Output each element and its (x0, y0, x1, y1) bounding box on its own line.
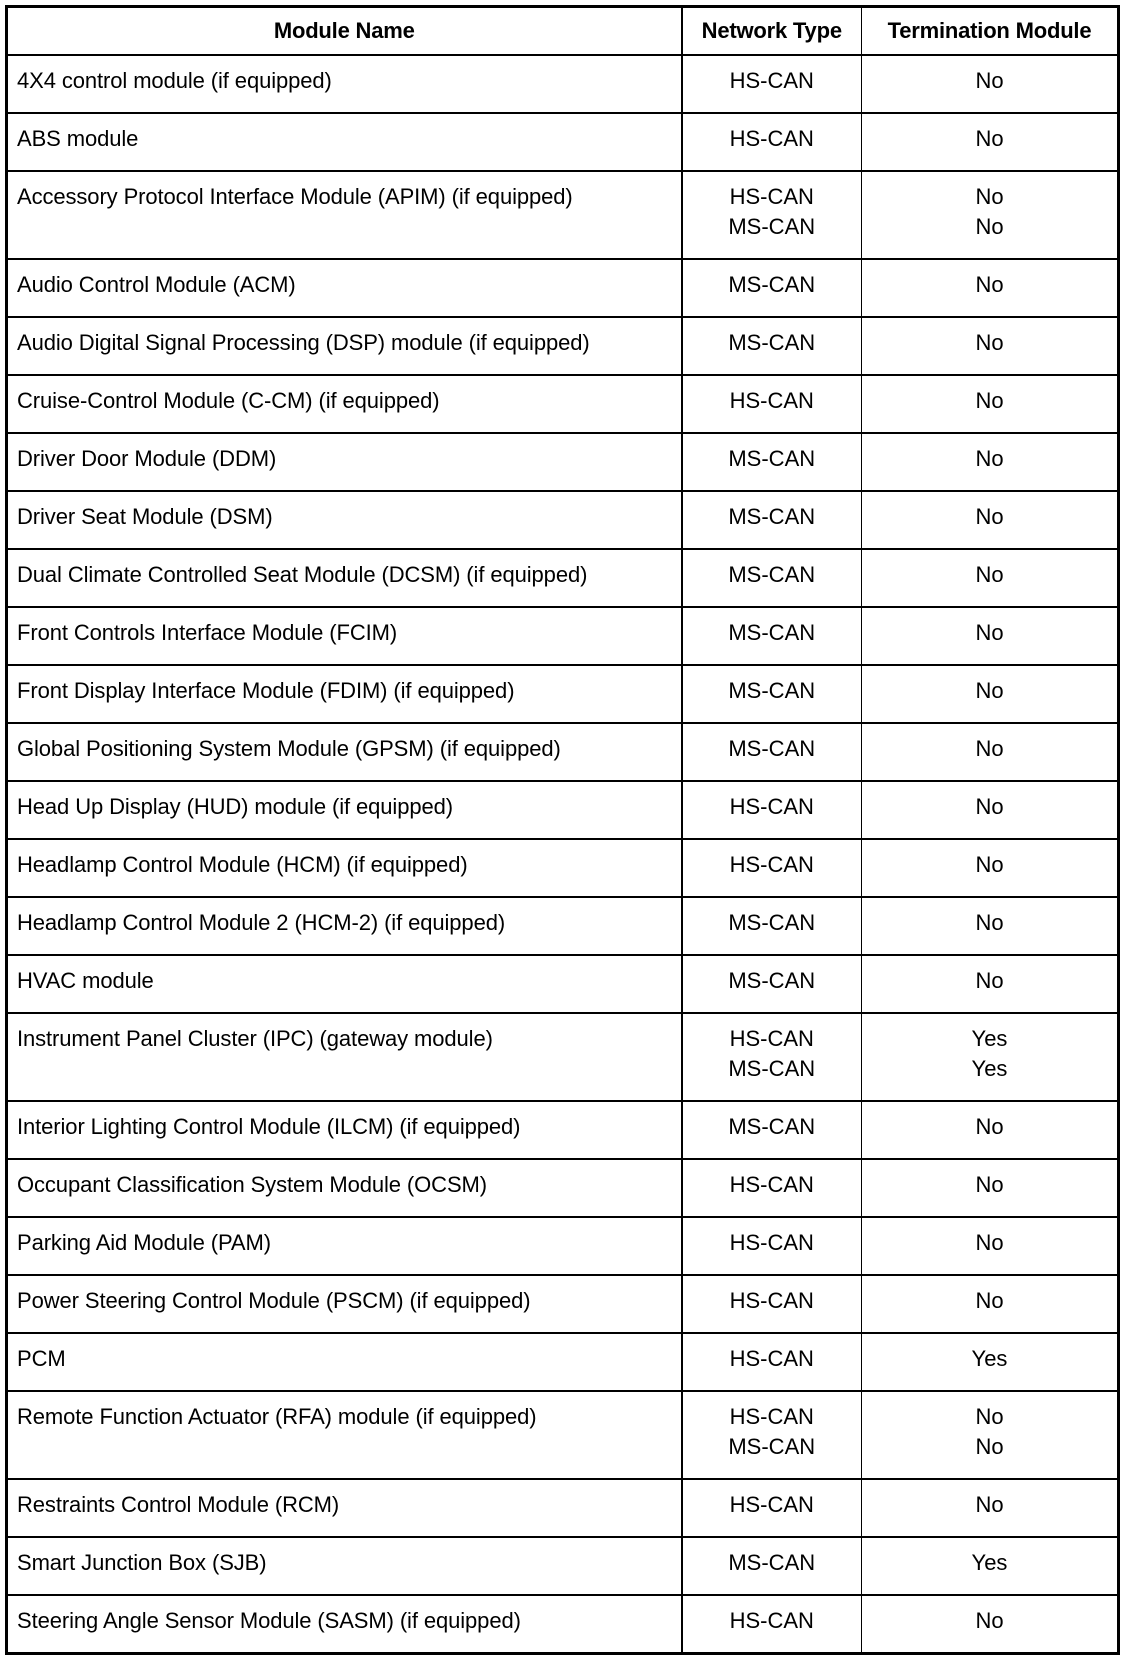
network-type-cell (682, 1159, 862, 1217)
table-row (7, 839, 1119, 897)
header-termination-module: Termination Module (862, 7, 1119, 56)
termination-value: Yes (971, 1056, 1008, 1081)
network-type-cell (682, 433, 862, 491)
termination-module-cell (862, 1217, 1119, 1275)
termination-module-cell (862, 549, 1119, 607)
network-type-cell (682, 375, 862, 433)
module-name-cell: Cruise-Control Module (C-CM) (if equipped) (7, 375, 682, 433)
module-name-cell: Parking Aid Module (PAM) (7, 1217, 682, 1275)
table-row (7, 1013, 1119, 1101)
network-type-cell (682, 1217, 862, 1275)
module-name-cell: Driver Seat Module (DSM) (7, 491, 682, 549)
termination-value: No (975, 968, 1004, 993)
table-row (7, 491, 1119, 549)
termination-value: No (975, 620, 1004, 645)
module-name-cell: Audio Digital Signal Processing (DSP) module (if equipped) (7, 317, 682, 375)
table-row (7, 955, 1119, 1013)
table-body (7, 55, 1119, 1654)
termination-module-cell (862, 171, 1119, 259)
table-row (7, 55, 1119, 113)
module-name-cell: Front Controls Interface Module (FCIM) (7, 607, 682, 665)
termination-module-cell (862, 491, 1119, 549)
termination-module-cell (862, 897, 1119, 955)
table-row (7, 1275, 1119, 1333)
termination-module-cell (862, 1013, 1119, 1101)
termination-module-cell (862, 723, 1119, 781)
termination-module-cell (862, 1595, 1119, 1654)
termination-module-cell (862, 607, 1119, 665)
network-type-value: HS-CAN (729, 68, 814, 93)
network-type-value: MS-CAN (728, 1114, 816, 1139)
network-type-cell (682, 839, 862, 897)
termination-module-cell (862, 1537, 1119, 1595)
termination-value: Yes (971, 1346, 1008, 1371)
table-row (7, 897, 1119, 955)
module-name-cell: Headlamp Control Module 2 (HCM-2) (if equipped) (7, 897, 682, 955)
network-type-value: MS-CAN (728, 330, 816, 355)
termination-module-cell (862, 1333, 1119, 1391)
network-type-value: HS-CAN (729, 852, 814, 877)
header-module-name: Module Name (7, 7, 682, 56)
network-type-cell (682, 1595, 862, 1654)
module-network-table (5, 5, 1120, 1655)
table-row (7, 433, 1119, 491)
module-name-cell: 4X4 control module (if equipped) (7, 55, 682, 113)
network-type-cell (682, 55, 862, 113)
network-type-value: HS-CAN (729, 1230, 814, 1255)
table-row (7, 1217, 1119, 1275)
module-name-cell: Power Steering Control Module (PSCM) (if equipped) (7, 1275, 682, 1333)
network-type-cell (682, 1101, 862, 1159)
network-type-value: MS-CAN (728, 968, 816, 993)
network-type-cell (682, 1333, 862, 1391)
termination-value: Yes (971, 1550, 1008, 1575)
network-type-value: HS-CAN (729, 1608, 814, 1633)
termination-value: No (975, 562, 1004, 587)
network-type-value: HS-CAN (729, 1404, 814, 1429)
network-type-cell (682, 723, 862, 781)
module-name-cell: Global Positioning System Module (GPSM) (if equipped) (7, 723, 682, 781)
table-row (7, 375, 1119, 433)
termination-value: No (975, 68, 1004, 93)
table-row (7, 723, 1119, 781)
termination-value: No (975, 126, 1004, 151)
termination-value: No (975, 852, 1004, 877)
termination-value: No (975, 1492, 1004, 1517)
termination-module-cell (862, 1391, 1119, 1479)
network-type-value: HS-CAN (729, 388, 814, 413)
termination-module-cell (862, 375, 1119, 433)
network-type-cell (682, 955, 862, 1013)
termination-module-cell (862, 1479, 1119, 1537)
table-row (7, 1159, 1119, 1217)
table-row (7, 1537, 1119, 1595)
termination-module-cell (862, 317, 1119, 375)
termination-value: No (975, 1434, 1004, 1459)
table-row (7, 1101, 1119, 1159)
network-type-value: HS-CAN (729, 126, 814, 151)
termination-value: No (975, 1230, 1004, 1255)
termination-value: No (975, 446, 1004, 471)
termination-value: No (975, 1288, 1004, 1313)
termination-value: No (975, 214, 1004, 239)
network-type-cell (682, 317, 862, 375)
module-name-cell: Interior Lighting Control Module (ILCM) (if equipped) (7, 1101, 682, 1159)
network-type-cell (682, 1013, 862, 1101)
termination-module-cell (862, 955, 1119, 1013)
network-type-value: HS-CAN (729, 1026, 814, 1051)
module-name-cell: Instrument Panel Cluster (IPC) (gateway module) (7, 1013, 682, 1101)
network-type-cell (682, 897, 862, 955)
module-name-cell: Restraints Control Module (RCM) (7, 1479, 682, 1537)
termination-module-cell (862, 1275, 1119, 1333)
network-type-cell (682, 607, 862, 665)
termination-value: No (975, 330, 1004, 355)
table-row (7, 781, 1119, 839)
module-name-cell: Front Display Interface Module (FDIM) (if equipped) (7, 665, 682, 723)
header-row (7, 7, 1119, 56)
network-type-value: MS-CAN (728, 446, 816, 471)
table-row (7, 113, 1119, 171)
network-type-cell (682, 665, 862, 723)
table-row (7, 1479, 1119, 1537)
network-type-value: HS-CAN (729, 1288, 814, 1313)
table-row (7, 665, 1119, 723)
network-type-cell (682, 1537, 862, 1595)
module-name-cell: Dual Climate Controlled Seat Module (DCSM) (if equipped) (7, 549, 682, 607)
termination-module-cell (862, 781, 1119, 839)
module-name-cell: Head Up Display (HUD) module (if equipped) (7, 781, 682, 839)
table-row (7, 171, 1119, 259)
module-name-cell: Occupant Classification System Module (OCSM) (7, 1159, 682, 1217)
network-type-value: MS-CAN (728, 1550, 816, 1575)
network-type-value: HS-CAN (729, 184, 814, 209)
termination-module-cell (862, 433, 1119, 491)
network-type-value: MS-CAN (728, 504, 816, 529)
network-type-cell (682, 549, 862, 607)
network-type-cell (682, 1391, 862, 1479)
termination-module-cell (862, 259, 1119, 317)
network-type-value: MS-CAN (728, 1056, 816, 1081)
termination-module-cell (862, 665, 1119, 723)
table-row (7, 607, 1119, 665)
module-name-cell: Accessory Protocol Interface Module (APIM) (if equipped) (7, 171, 682, 259)
termination-value: No (975, 504, 1004, 529)
network-type-value: MS-CAN (728, 736, 816, 761)
termination-module-cell (862, 113, 1119, 171)
module-name-cell: Smart Junction Box (SJB) (7, 1537, 682, 1595)
network-type-value: MS-CAN (728, 620, 816, 645)
termination-value: No (975, 388, 1004, 413)
termination-module-cell (862, 1101, 1119, 1159)
network-type-cell (682, 259, 862, 317)
termination-value: No (975, 184, 1004, 209)
termination-value: No (975, 1608, 1004, 1633)
module-name-cell: Audio Control Module (ACM) (7, 259, 682, 317)
network-type-value: MS-CAN (728, 1434, 816, 1459)
table-header (7, 7, 1119, 56)
module-name-cell: HVAC module (7, 955, 682, 1013)
termination-value: No (975, 910, 1004, 935)
termination-value: Yes (971, 1026, 1008, 1051)
network-type-cell (682, 113, 862, 171)
termination-value: No (975, 736, 1004, 761)
module-name-cell: Remote Function Actuator (RFA) module (if equipped) (7, 1391, 682, 1479)
termination-module-cell (862, 1159, 1119, 1217)
network-type-value: HS-CAN (729, 1172, 814, 1197)
network-type-value: MS-CAN (728, 678, 816, 703)
network-type-cell (682, 491, 862, 549)
network-type-cell (682, 171, 862, 259)
table-row (7, 549, 1119, 607)
table-row (7, 1333, 1119, 1391)
network-type-value: MS-CAN (728, 562, 816, 587)
table-row (7, 317, 1119, 375)
termination-value: No (975, 678, 1004, 703)
module-name-cell: ABS module (7, 113, 682, 171)
termination-value: No (975, 1172, 1004, 1197)
table-row (7, 259, 1119, 317)
module-name-cell: Driver Door Module (DDM) (7, 433, 682, 491)
termination-value: No (975, 1114, 1004, 1139)
network-type-value: HS-CAN (729, 1346, 814, 1371)
network-type-cell (682, 1479, 862, 1537)
table-row (7, 1595, 1119, 1654)
network-type-value: MS-CAN (728, 214, 816, 239)
network-type-value: HS-CAN (729, 794, 814, 819)
network-type-value: HS-CAN (729, 1492, 814, 1517)
module-name-cell: PCM (7, 1333, 682, 1391)
module-name-cell: Steering Angle Sensor Module (SASM) (if equipped) (7, 1595, 682, 1654)
network-type-cell (682, 1275, 862, 1333)
module-name-cell: Headlamp Control Module (HCM) (if equipped) (7, 839, 682, 897)
network-type-cell (682, 781, 862, 839)
termination-value: No (975, 1404, 1004, 1429)
termination-value: No (975, 272, 1004, 297)
network-type-value: MS-CAN (728, 910, 816, 935)
termination-module-cell (862, 55, 1119, 113)
network-type-value: MS-CAN (728, 272, 816, 297)
table-row (7, 1391, 1119, 1479)
termination-module-cell (862, 839, 1119, 897)
termination-value: No (975, 794, 1004, 819)
header-network-type: Network Type (682, 7, 862, 56)
